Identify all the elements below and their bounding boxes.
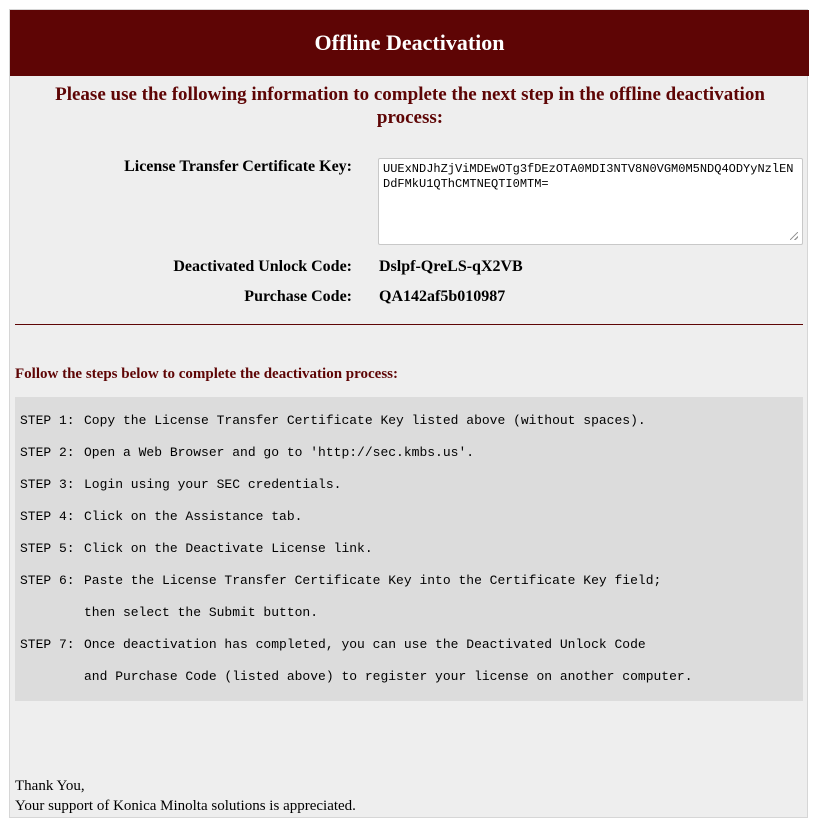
instruction-text: Please use the following information to complete the next step in the offline deactivation process:	[55, 84, 765, 128]
purchase-code-label: Purchase Code:	[244, 288, 352, 305]
step-line	[20, 477, 341, 493]
step-line	[20, 573, 661, 589]
step-text: Click on the Deactivate License link.	[84, 541, 373, 556]
step-number: STEP 4:	[20, 509, 75, 524]
step-line	[20, 605, 318, 621]
step-number: STEP 2:	[20, 445, 75, 460]
unlock-code-label: Deactivated Unlock Code:	[173, 258, 352, 275]
cert-key-label: License Transfer Certificate Key:	[124, 158, 352, 175]
steps-list	[15, 397, 803, 701]
appreciation-text: Your support of Konica Minolta solutions is appreciated.	[15, 798, 356, 814]
step-number: STEP 7:	[20, 637, 75, 652]
steps-heading: Follow the steps below to complete the deactivation process:	[15, 366, 398, 382]
resize-grip-icon[interactable]	[790, 232, 798, 240]
section-divider	[15, 324, 803, 325]
cert-key-textarea[interactable]	[378, 158, 803, 245]
step-line	[20, 637, 646, 653]
step-line	[20, 669, 693, 685]
step-number: STEP 5:	[20, 541, 75, 556]
page-title: Offline Deactivation	[10, 10, 809, 76]
step-text: Once deactivation has completed, you can use the Deactivated Unlock Code	[84, 637, 646, 652]
step-text: Open a Web Browser and go to 'http://sec.kmbs.us'.	[84, 445, 475, 460]
step-text: Paste the License Transfer Certificate Key into the Certificate Key field;	[84, 573, 662, 588]
step-line	[20, 509, 302, 525]
footer-message	[15, 776, 356, 816]
thank-you-text: Thank You,	[15, 778, 85, 794]
step-text: then select the Submit button.	[84, 605, 319, 620]
unlock-code-value: Dslpf-QreLS-qX2VB	[379, 258, 523, 275]
step-text: Login using your SEC credentials.	[84, 477, 342, 492]
step-text: and Purchase Code (listed above) to register your license on another computer.	[84, 669, 693, 684]
step-number: STEP 6:	[20, 573, 75, 588]
purchase-code-value: QA142af5b010987	[379, 288, 506, 305]
step-text: Copy the License Transfer Certificate Key listed above (without spaces).	[84, 413, 646, 428]
step-number: STEP 3:	[20, 477, 75, 492]
step-number: STEP 1:	[20, 413, 75, 428]
deactivation-panel	[9, 9, 808, 818]
step-text: Click on the Assistance tab.	[84, 509, 303, 524]
step-line	[20, 541, 373, 557]
step-line	[20, 445, 474, 461]
step-line	[20, 413, 646, 429]
